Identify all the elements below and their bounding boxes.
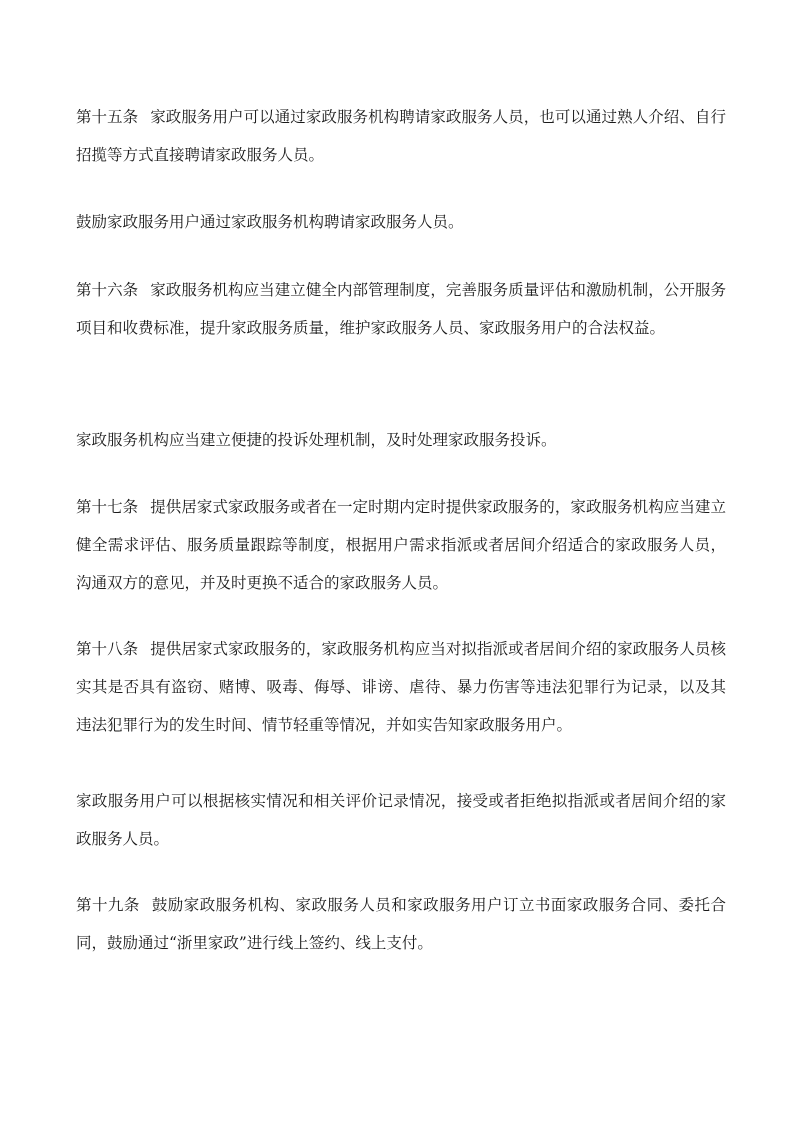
article-number: 第十六条 bbox=[76, 281, 139, 299]
paragraph-article-15 bbox=[76, 98, 726, 174]
paragraph-article-19 bbox=[76, 886, 726, 962]
paragraph-article-15-clause-2 bbox=[76, 203, 726, 241]
article-number: 第十九条 bbox=[76, 896, 140, 914]
paragraph-text: 鼓励家政服务机构、家政服务人员和家政服务用户订立书面家政服务合同、委托合同，鼓励通过“浙里家政”进行线上签约、线上支付。 bbox=[76, 896, 726, 952]
article-number: 第十八条 bbox=[76, 640, 139, 658]
paragraph-article-18-clause-2 bbox=[76, 782, 726, 858]
paragraph-text: 家政服务机构应当建立便捷的投诉处理机制，及时处理家政服务投诉。 bbox=[76, 431, 557, 449]
paragraph-article-17 bbox=[76, 488, 726, 602]
paragraph-text: 家政服务用户可以通过家政服务机构聘请家政服务人员，也可以通过熟人介绍、自行招揽等方式直接聘请家政服务人员。 bbox=[76, 108, 726, 164]
paragraph-text: 鼓励家政服务用户通过家政服务机构聘请家政服务人员。 bbox=[76, 213, 464, 231]
article-number: 第十七条 bbox=[76, 498, 139, 516]
article-number: 第十五条 bbox=[76, 108, 139, 126]
paragraph-article-16 bbox=[76, 271, 726, 347]
paragraph-article-16-clause-2 bbox=[76, 421, 726, 459]
paragraph-text: 提供居家式家政服务或者在一定时期内定时提供家政服务的，家政服务机构应当建立健全需求评估、服务质量跟踪等制度，根据用户需求指派或者居间介绍适合的家政服务人员，沟通双方的意见，并及时更换不适合的家政服务人员。 bbox=[76, 498, 726, 592]
paragraph-text: 家政服务用户可以根据核实情况和相关评价记录情况，接受或者拒绝拟指派或者居间介绍的家政服务人员。 bbox=[76, 792, 726, 848]
paragraph-article-18 bbox=[76, 630, 726, 744]
paragraph-text: 提供居家式家政服务的，家政服务机构应当对拟指派或者居间介绍的家政服务人员核实其是否具有盗窃、赌博、吸毒、侮辱、诽谤、虐待、暴力伤害等违法犯罪行为记录，以及其违法犯罪行为的发生时间、情节轻重等情况，并如实告知家政服务用户。 bbox=[76, 640, 726, 734]
paragraph-text: 家政服务机构应当建立健全内部管理制度，完善服务质量评估和激励机制，公开服务项目和收费标准，提升家政服务质量，维护家政服务人员、家政服务用户的合法权益。 bbox=[76, 281, 726, 337]
